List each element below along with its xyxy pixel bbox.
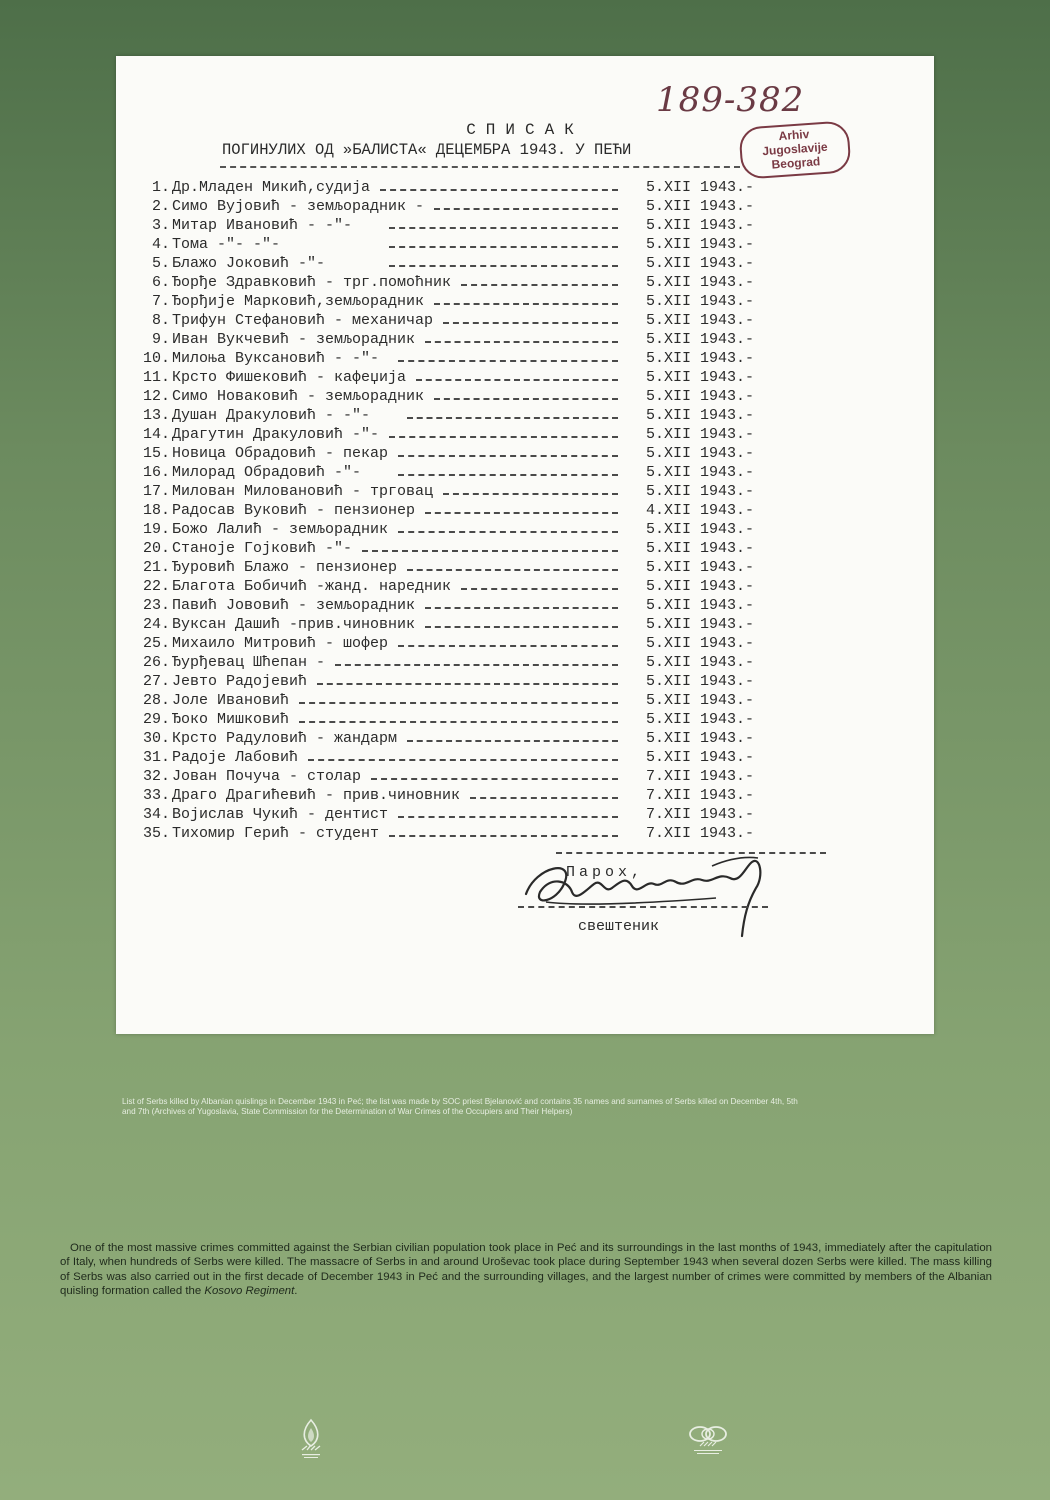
entry-name: Ђурђевац Шћепан - (172, 654, 326, 671)
entry-leader (470, 797, 618, 799)
entry-number: 27. (142, 673, 170, 690)
entry-name: Новица Обрадовић - пекар (172, 445, 389, 462)
entry-name: Драгутин Дракуловић -"- (172, 426, 380, 443)
list-item (140, 311, 900, 330)
entry-number: 8. (151, 312, 170, 329)
entry-name: Трифун Стефановић - механичар (172, 312, 434, 329)
entry-date: 5.XII 1943.- (646, 654, 755, 671)
document-caption: List of Serbs killed by Albanian quislings in December 1943 in Peć; the list was made by SOC priest Bjelanović and contains 35 names and surnames of Serbs killed on December 4th, 5th and 7th (Archives of Yugoslavia, State Commission for the Determination of War Crimes of the Occupiers and Their Helpers) (122, 1097, 798, 1116)
list-item (140, 786, 900, 805)
entry-leader (407, 417, 618, 419)
entry-name: Божо Лалић - земљорадник (172, 521, 389, 538)
entry-date: 4.XII 1943.- (646, 502, 755, 519)
entry-number: 32. (142, 768, 170, 785)
list-item (140, 368, 900, 387)
entry-number: 24. (142, 616, 170, 633)
entry-leader (407, 569, 618, 571)
entry-leader (425, 626, 618, 628)
entry-number: 4. (151, 236, 170, 253)
entry-number: 3. (151, 217, 170, 234)
entry-name: Ђорђе Здравковић - трг.помоћник (172, 274, 452, 291)
entry-name: Војислав Чукић - дентист (172, 806, 389, 823)
entry-name: Блажо Јоковић -"- (172, 255, 326, 272)
entry-leader (443, 322, 618, 324)
entry-name: Благота Бобичић -жанд. наредник (172, 578, 452, 595)
entry-date: 7.XII 1943.- (646, 825, 755, 842)
entry-name: Ђуровић Блажо - пензионер (172, 559, 398, 576)
entry-number: 26. (142, 654, 170, 671)
svestenik-label: свештеник (578, 918, 660, 935)
entry-number: 31. (142, 749, 170, 766)
entry-name: Иван Вукчевић - земљорадник (172, 331, 416, 348)
entry-number: 34. (142, 806, 170, 823)
entry-leader (425, 607, 618, 609)
entry-leader (389, 436, 618, 438)
list-item (140, 615, 900, 634)
entry-leader (299, 721, 618, 723)
main-text-emphasis: Kosovo Regiment (204, 1285, 295, 1298)
entry-date: 7.XII 1943.- (646, 768, 755, 785)
entry-name: Радосав Вуковић - пензионер (172, 502, 416, 519)
entry-date: 5.XII 1943.- (646, 597, 755, 614)
entry-name: Душан Дракуловић - -"- (172, 407, 371, 424)
entry-number: 35. (142, 825, 170, 842)
entry-date: 5.XII 1943.- (646, 369, 755, 386)
entry-number: 2. (151, 198, 170, 215)
entry-date: 7.XII 1943.- (646, 806, 755, 823)
entry-leader (416, 379, 618, 381)
entry-number: 5. (151, 255, 170, 272)
entry-name: Драго Драгићевић - прив.чиновник (172, 787, 461, 804)
entry-leader (407, 740, 618, 742)
entry-number: 22. (142, 578, 170, 595)
entry-date: 5.XII 1943.- (646, 236, 755, 253)
entry-date: 5.XII 1943.- (646, 426, 755, 443)
main-text-end: . (294, 1285, 298, 1298)
entry-date: 5.XII 1943.- (646, 483, 755, 500)
entry-name: Павић Јововић - земљорадник (172, 597, 416, 614)
entry-date: 5.XII 1943.- (646, 464, 755, 481)
entry-date: 5.XII 1943.- (646, 198, 755, 215)
entry-leader (371, 778, 618, 780)
main-paragraph (60, 1241, 992, 1299)
list-item (140, 235, 900, 254)
entry-date: 5.XII 1943.- (646, 578, 755, 595)
list-item (140, 463, 900, 482)
entry-number: 25. (142, 635, 170, 652)
list-item (140, 691, 900, 710)
entry-leader (299, 702, 618, 704)
entry-name: Ђоко Мишковић (172, 711, 290, 728)
entry-number: 17. (142, 483, 170, 500)
entry-date: 5.XII 1943.- (646, 179, 755, 196)
entry-name: Милорад Обрадовић -"- (172, 464, 362, 481)
entry-number: 11. (142, 369, 170, 386)
stamp-line: Arhiv (778, 126, 810, 144)
entry-name: Вуксан Дашић -прив.чиновник (172, 616, 416, 633)
entry-leader (362, 550, 618, 552)
entry-leader (317, 683, 618, 685)
entry-number: 33. (142, 787, 170, 804)
entry-name: Крсто Радуловић - жандарм (172, 730, 398, 747)
entry-number: 7. (151, 293, 170, 310)
entry-leader (389, 246, 618, 248)
list-item (140, 805, 900, 824)
entry-name: Јоле Ивановић (172, 692, 290, 709)
entry-leader (461, 284, 618, 286)
entry-leader (425, 341, 618, 343)
entry-number: 12. (142, 388, 170, 405)
entry-leader (308, 759, 618, 761)
entry-number: 1. (151, 179, 170, 196)
entry-name: Тихомир Герић - студент (172, 825, 380, 842)
entry-number: 29. (142, 711, 170, 728)
entry-name: Јевто Радојевић (172, 673, 308, 690)
entry-name: Митар Ивановић - -"- (172, 217, 353, 234)
list-item (140, 672, 900, 691)
signature-underline (518, 906, 768, 908)
entry-date: 5.XII 1943.- (646, 559, 755, 576)
main-text-body: One of the most massive crimes committed against the Serbian civilian population took place in Peć and its surroundings in the last months of 1943, immediately after the capitulation of Italy, when hundreds of Serbs were killed. The massacre of Serbs in and around Uroševac took place during September 1943 when several dozen Serbs were killed. The mass killing of Serbs was also carried out in the first decade of December 1943 in Peć and the surrounding villages, and the largest number of crimes were committed by members of the Albanian quisling formation called the (60, 1242, 992, 1298)
victims-list (140, 178, 900, 843)
list-item (140, 273, 900, 292)
list-item (140, 387, 900, 406)
knot-emblem-logo-icon (686, 1422, 730, 1462)
entry-date: 5.XII 1943.- (646, 293, 755, 310)
entry-name: Тома -"- -"- (172, 236, 281, 253)
entry-name: Станоје Гојковић -"- (172, 540, 353, 557)
entry-date: 5.XII 1943.- (646, 692, 755, 709)
entry-date: 5.XII 1943.- (646, 730, 755, 747)
entry-date: 5.XII 1943.- (646, 350, 755, 367)
entry-number: 13. (142, 407, 170, 424)
entry-leader (335, 664, 618, 666)
flame-memorial-logo-icon (296, 1418, 326, 1462)
entry-date: 5.XII 1943.- (646, 711, 755, 728)
entry-number: 10. (142, 350, 170, 367)
list-item (140, 197, 900, 216)
list-item (140, 216, 900, 235)
list-item (140, 482, 900, 501)
archive-reference-number: 189-382 (656, 80, 805, 120)
entry-name: Јован Почуча - столар (172, 768, 362, 785)
entry-date: 5.XII 1943.- (646, 673, 755, 690)
document-title: СПИСАК (466, 121, 584, 139)
entry-number: 16. (142, 464, 170, 481)
list-item (140, 330, 900, 349)
entry-date: 5.XII 1943.- (646, 749, 755, 766)
list-item (140, 501, 900, 520)
entry-name: Милован Миловановић - трговац (172, 483, 434, 500)
entry-date: 5.XII 1943.- (646, 407, 755, 424)
entry-leader (398, 531, 618, 533)
entry-name: Симо Вујовић - земљорадник - (172, 198, 425, 215)
entry-date: 5.XII 1943.- (646, 616, 755, 633)
list-item (140, 577, 900, 596)
entry-leader (389, 265, 618, 267)
archival-document (116, 56, 934, 1034)
entry-number: 18. (142, 502, 170, 519)
entry-date: 5.XII 1943.- (646, 540, 755, 557)
list-item (140, 710, 900, 729)
list-item (140, 425, 900, 444)
entry-date: 5.XII 1943.- (646, 388, 755, 405)
entry-leader (398, 474, 618, 476)
entry-name: Симо Новаковић - земљорадник (172, 388, 425, 405)
entry-date: 5.XII 1943.- (646, 274, 755, 291)
list-item (140, 558, 900, 577)
entry-leader (443, 493, 618, 495)
entry-number: 9. (151, 331, 170, 348)
list-item (140, 634, 900, 653)
entry-name: Радоје Лабовић (172, 749, 299, 766)
entry-leader (398, 645, 618, 647)
stamp-line: Jugoslavije (761, 139, 829, 159)
entry-leader (434, 208, 618, 210)
paroh-label: Парох, (566, 864, 645, 881)
entry-date: 5.XII 1943.- (646, 312, 755, 329)
entry-number: 20. (142, 540, 170, 557)
header-divider (220, 166, 740, 168)
list-item (140, 520, 900, 539)
entry-name: Др.Младен Микић,судија (172, 179, 371, 196)
list-item (140, 767, 900, 786)
list-item (140, 748, 900, 767)
entry-date: 5.XII 1943.- (646, 521, 755, 538)
list-item (140, 539, 900, 558)
entry-number: 15. (142, 445, 170, 462)
entry-date: 5.XII 1943.- (646, 255, 755, 272)
entry-leader (389, 227, 618, 229)
stamp-line: Beograd (771, 154, 821, 172)
list-item (140, 406, 900, 425)
entry-leader (398, 360, 618, 362)
entry-number: 28. (142, 692, 170, 709)
entry-number: 30. (142, 730, 170, 747)
entry-number: 21. (142, 559, 170, 576)
entry-number: 6. (151, 274, 170, 291)
entry-number: 23. (142, 597, 170, 614)
list-item (140, 254, 900, 273)
document-subtitle: ПОГИНУЛИХ ОД »БАЛИСТА« ДЕЦЕМБРА 1943. У ПЕЋИ (222, 141, 632, 159)
list-item (140, 444, 900, 463)
entry-leader (425, 512, 618, 514)
list-item (140, 729, 900, 748)
entry-name: Ђорђије Марковић,земљорадник (172, 293, 425, 310)
list-item (140, 178, 900, 197)
entry-leader (398, 455, 618, 457)
entry-number: 19. (142, 521, 170, 538)
entry-leader (380, 189, 618, 191)
entry-leader (398, 816, 618, 818)
entry-date: 5.XII 1943.- (646, 635, 755, 652)
list-item (140, 596, 900, 615)
list-item (140, 292, 900, 311)
entry-date: 5.XII 1943.- (646, 331, 755, 348)
entry-leader (434, 303, 618, 305)
entry-leader (461, 588, 618, 590)
entry-name: Милоња Вуксановић - -"- (172, 350, 380, 367)
entry-number: 14. (142, 426, 170, 443)
archive-stamp (738, 120, 851, 180)
entry-name: Михаило Митровић - шофер (172, 635, 389, 652)
entry-name: Крсто Фишековић - кафеџија (172, 369, 407, 386)
list-item (140, 653, 900, 672)
entry-date: 5.XII 1943.- (646, 217, 755, 234)
entry-date: 7.XII 1943.- (646, 787, 755, 804)
entry-date: 5.XII 1943.- (646, 445, 755, 462)
entry-leader (434, 398, 618, 400)
list-item (140, 349, 900, 368)
